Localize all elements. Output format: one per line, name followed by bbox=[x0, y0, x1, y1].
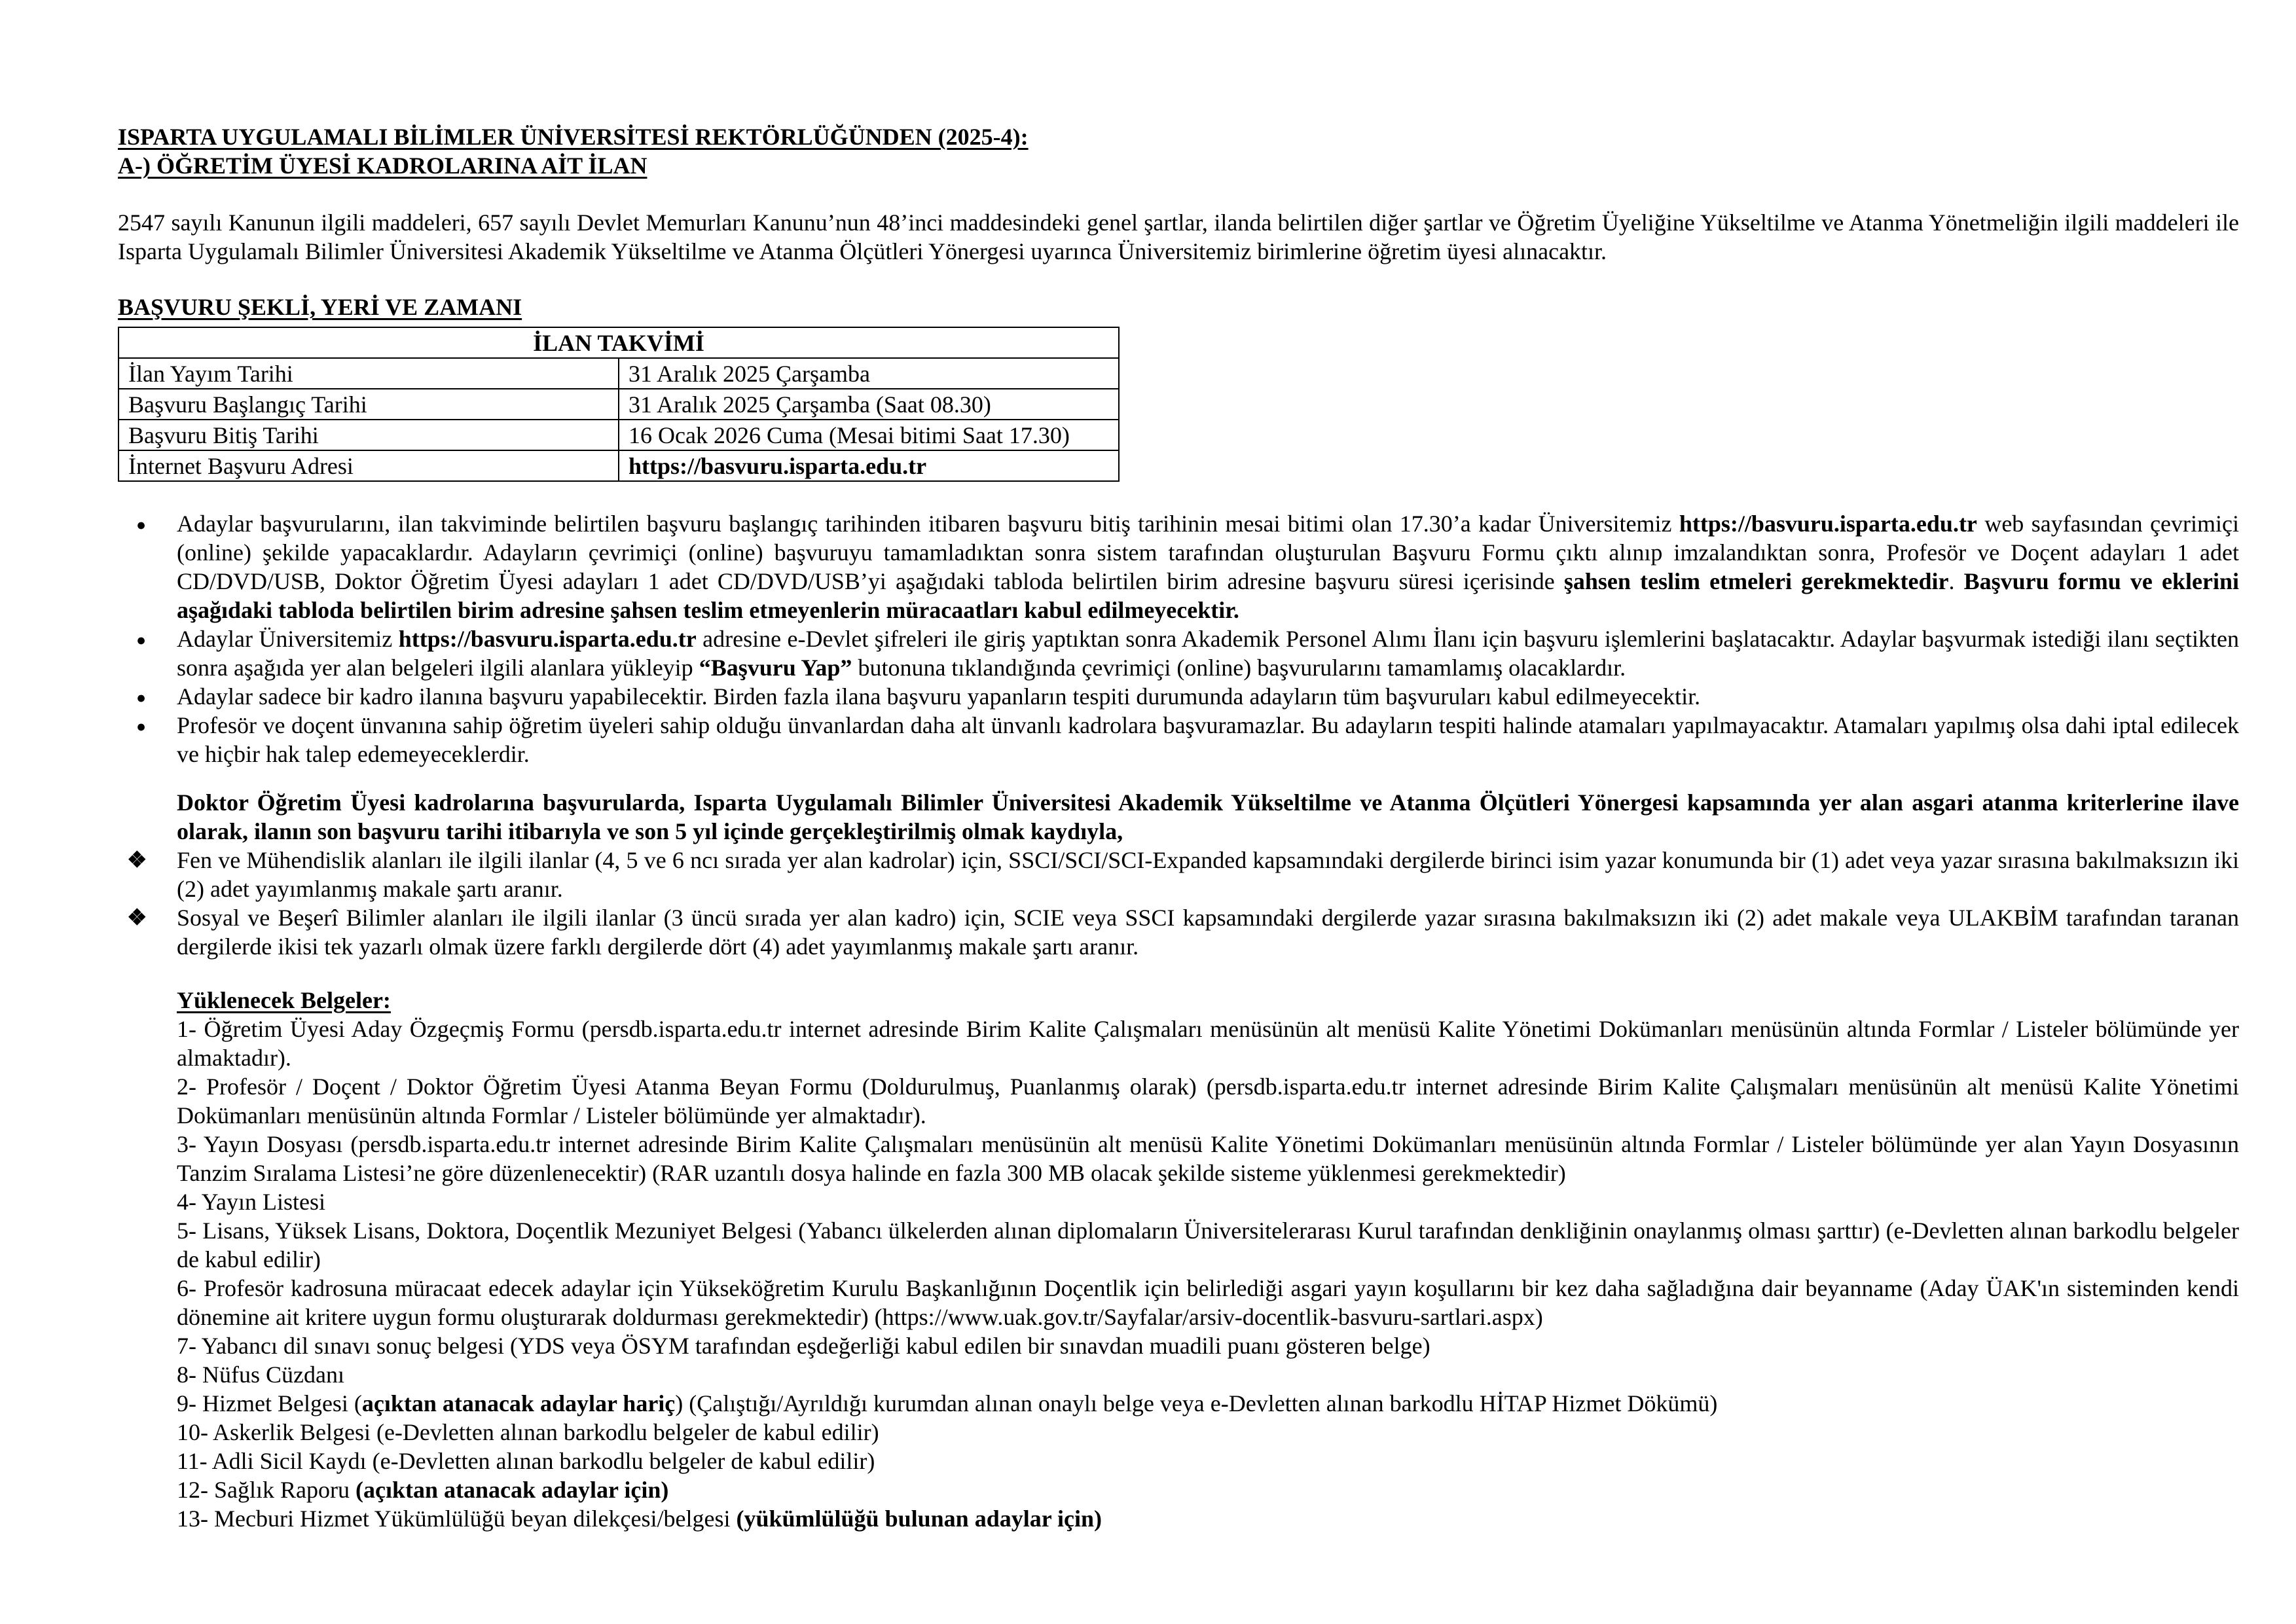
row-label: İnternet Başvuru Adresi bbox=[118, 450, 619, 481]
doc-item: 13- Mecburi Hizmet Yükümlülüğü beyan dilekçesi/belgesi (yükümlülüğü bulunan adaylar için) bbox=[177, 1506, 1102, 1532]
bullet-text: Adaylar Üniversitemiz https://basvuru.isparta.edu.tr adresine e-Devlet şifreleri ile giriş yaptıktan sonra Akademik Personel Alımı İlanı için başvuru işlemlerini başlatacaktır. Adaylar başvurmak istediği ilanı seçtikten sonra aşağıda yer alan belgeleri ilgili alanlara yükleyip “Başvuru Yap” butonuna tıklandığında çevrimiçi (online) başvurularını tamamlamış olacaklardır. bbox=[177, 626, 2239, 681]
section-heading-basvuru: BAŞVURU ŞEKLİ, YERİ VE ZAMANI bbox=[118, 294, 522, 320]
application-bullet-list bbox=[118, 509, 2239, 768]
intro-paragraph: 2547 sayılı Kanunun ilgili maddeleri, 657 sayılı Devlet Memurları Kanunu’nun 48’inci maddesindeki genel şartlar, ilanda belirtilen diğer şartlar ve Öğretim Üyeliğine Yükseltilme ve Atanma Yönetmeliğin ilgili maddeleri ile Isparta Uygulamalı Bilimler Üniversitesi Akademik Yükseltilme ve Atanma Ölçütleri Yönergesi uyarınca Üniversitemiz birimlerine öğretim üyesi alınacaktır. bbox=[118, 209, 2239, 264]
doc-item: 10- Askerlik Belgesi (e-Devletten alınan barkodlu belgeler de kabul edilir) bbox=[177, 1419, 879, 1445]
doc-item: 5- Lisans, Yüksek Lisans, Doktora, Doçentlik Mezuniyet Belgesi (Yabancı ülkelerden alınan diplomaların Üniversitelerarası Kurul tarafından denkliğinin onaylanmış olması şarttır) (e-Devletten alınan barkodlu belgeler de kabul edilir) bbox=[177, 1218, 2239, 1272]
doc-item: 7- Yabancı dil sınavı sonuç belgesi (YDS veya ÖSYM tarafından eşdeğerliği kabul edilen bir sınavdan muadili puanı gösteren belge) bbox=[177, 1333, 1430, 1359]
diamond-bullet-icon: ❖ bbox=[127, 848, 147, 873]
row-label: İlan Yayım Tarihi bbox=[118, 358, 619, 389]
table-row bbox=[118, 420, 1119, 450]
row-value-url: https://basvuru.isparta.edu.tr bbox=[619, 450, 1119, 481]
bullet-icon: ● bbox=[136, 689, 147, 707]
bullet-text: Adaylar başvurularını, ilan takviminde belirtilen başvuru başlangıç tarihinden itibaren başvuru bitiş tarihinin mesai bitimi olan 17.30’a kadar Üniversitemiz https://basvuru.isparta.edu.tr web sayfasından çevrimiçi (online) şekilde yapacaklardır. Adayların çevrimiçi (online) başvuruyu tamamladıktan sonra sistem tarafından oluşturulan Başvuru Formu çıktı alınıp imzalandıktan sonra, Profesör ve Doçent adayları 1 adet CD/DVD/USB, Doktor Öğretim Üyesi adayları 1 adet CD/DVD/USB’yi aşağıdaki tabloda belirtilen birim adresine başvuru süresi içerisinde şahsen teslim etmeleri gerekmektedir. Başvuru formu ve eklerini aşağıdaki tabloda belirtilen birim adresine şahsen teslim etmeyenlerin müracaatları kabul edilmeyecektir. bbox=[177, 511, 2239, 623]
criteria-paragraph: Doktor Öğretim Üyesi kadrolarına başvurularda, Isparta Uygulamalı Bilimler Üniversitesi Akademik Yükseltilme ve Atanma Ölçütleri Yönergesi kapsamında yer alan asgari atanma kriterlerine ilave olarak, ilanın son başvuru tarihi itibarıyla ve son 5 yıl içinde gerçekleştirilmiş olmak kaydıyla, bbox=[177, 789, 2239, 844]
row-label: Başvuru Başlangıç Tarihi bbox=[118, 389, 619, 420]
table-row bbox=[118, 450, 1119, 481]
doc-item: 9- Hizmet Belgesi (açıktan atanacak adaylar hariç) (Çalıştığı/Ayrıldığı kurumdan alınan onaylı belge veya e-Devletten alınan barkodlu HİTAP Hizmet Dökümü) bbox=[177, 1390, 1718, 1416]
document-content bbox=[118, 0, 2239, 1533]
criteria-item-text: Fen ve Mühendislik alanları ile ilgili ilanlar (4, 5 ve 6 ncı sırada yer alan kadrolar) için, SSCI/SCI/SCI-Expanded kapsamındaki dergilerde birinci isim yazar konumunda bir (1) adet veya yazar sırasına bakılmaksızın iki (2) adet yayımlanmış makale şartı aranır. bbox=[177, 847, 2239, 902]
list-item bbox=[118, 624, 2239, 682]
documents-section bbox=[177, 986, 2239, 1533]
criteria-item-text: Sosyal ve Beşerî Bilimler alanları ile ilgili ilanlar (3 üncü sırada yer alan kadro) için, SCIE veya SSCI kapsamındaki dergilerde yazar sırasına bakılmaksızın iki (2) adet makale veya ULAKBİM tarafından taranan dergilerde ikisi tek yazarlı olmak üzere farklı dergilerde dört (4) adet yayımlanmış makale şartı aranır. bbox=[177, 905, 2239, 960]
doc-item: 2- Profesör / Doçent / Doktor Öğretim Üyesi Atanma Beyan Formu (Doldurulmuş, Puanlanmış olarak) (persdb.isparta.edu.tr internet adresinde Birim Kalite Çalışmaları menüsünün alt menüsü Kalite Yönetimi Dokümanları menüsünün altında Formlar / Listeler bölümünde yer almaktadır). bbox=[177, 1074, 2239, 1128]
bullet-text: Adaylar sadece bir kadro ilanına başvuru yapabilecektir. Birden fazla ilana başvuru yapanların tespiti durumunda adayların tüm başvuruları kabul edilmeyecektir. bbox=[177, 683, 1701, 710]
bullet-icon: ● bbox=[136, 632, 147, 649]
doc-item: 8- Nüfus Cüzdanı bbox=[177, 1362, 344, 1388]
list-item bbox=[118, 711, 2239, 768]
doc-item: 6- Profesör kadrosuna müracaat edecek adaylar için Yükseköğretim Kurulu Başkanlığının Doçentlik için belirlediği asgari yayın koşullarını bir kez daha sağladığına dair beyanname (Aday ÜAK'ın sisteminden kendi dönemine ait kritere uygun formu oluşturarak doldurması gerekmektedir) (https://www.uak.gov.tr/Sayfalar/arsiv-docentlik-basvuru-sartlari.aspx) bbox=[177, 1275, 2239, 1330]
list-item bbox=[118, 682, 2239, 711]
row-label: Başvuru Bitiş Tarihi bbox=[118, 420, 619, 450]
bullet-text: Profesör ve doçent ünvanına sahip öğretim üyeleri sahip olduğu ünvanlardan daha alt ünvanlı kadrolara başvuramazlar. Bu adayların tespiti halinde atamaları yapılmayacaktır. Atamaları yapılmış olsa dahi iptal edilecek ve hiçbir hak talep edemeyeceklerdir. bbox=[177, 712, 2239, 767]
row-value: 31 Aralık 2025 Çarşamba (Saat 08.30) bbox=[619, 389, 1119, 420]
bullet-icon: ● bbox=[136, 516, 147, 534]
doc-item: 11- Adli Sicil Kaydı (e-Devletten alınan barkodlu belgeler de kabul edilir) bbox=[177, 1448, 875, 1474]
list-item bbox=[118, 509, 2239, 624]
table-row bbox=[118, 358, 1119, 389]
diamond-bullet-icon: ❖ bbox=[127, 906, 147, 930]
page-subtitle: A-) ÖĞRETİM ÜYESİ KADROLARINA AİT İLAN bbox=[118, 153, 647, 179]
table-title: İLAN TAKVİMİ bbox=[118, 327, 1119, 358]
doc-item: 1- Öğretim Üyesi Aday Özgeçmiş Formu (persdb.isparta.edu.tr internet adresinde Birim Kalite Çalışmaları menüsünün alt menüsü Kalite Yönetimi Dokümanları menüsünün altında Formlar / Listeler bölümünde yer almaktadır). bbox=[177, 1016, 2239, 1071]
doc-item: 3- Yayın Dosyası (persdb.isparta.edu.tr internet adresinde Birim Kalite Çalışmaları menüsünün alt menüsü Kalite Yönetimi Dokümanları menüsünün altında Formlar / Listeler bölümünde yer alan Yayın Dosyasının Tanzim Sıralama Listesi’ne göre düzenlenecektir) (RAR uzantılı dosya halinde en fazla 300 MB olacak şekilde sisteme yüklenmesi gerekmektedir) bbox=[177, 1131, 2239, 1186]
doc-item: 12- Sağlık Raporu (açıktan atanacak adaylar için) bbox=[177, 1477, 669, 1503]
list-item bbox=[118, 903, 2239, 961]
ilan-takvimi-table bbox=[118, 327, 1120, 482]
criteria-list bbox=[118, 846, 2239, 961]
table-header-row bbox=[118, 327, 1119, 358]
bullet-icon: ● bbox=[136, 718, 147, 736]
list-item bbox=[118, 846, 2239, 903]
row-value: 31 Aralık 2025 Çarşamba bbox=[619, 358, 1119, 389]
docs-heading: Yüklenecek Belgeler: bbox=[177, 987, 391, 1013]
row-value: 16 Ocak 2026 Cuma (Mesai bitimi Saat 17.30) bbox=[619, 420, 1119, 450]
doc-item: 4- Yayın Listesi bbox=[177, 1189, 326, 1215]
page-title: ISPARTA UYGULAMALI BİLİMLER ÜNİVERSİTESİ REKTÖRLÜĞÜNDEN (2025-4): bbox=[118, 124, 1029, 150]
table-row bbox=[118, 389, 1119, 420]
